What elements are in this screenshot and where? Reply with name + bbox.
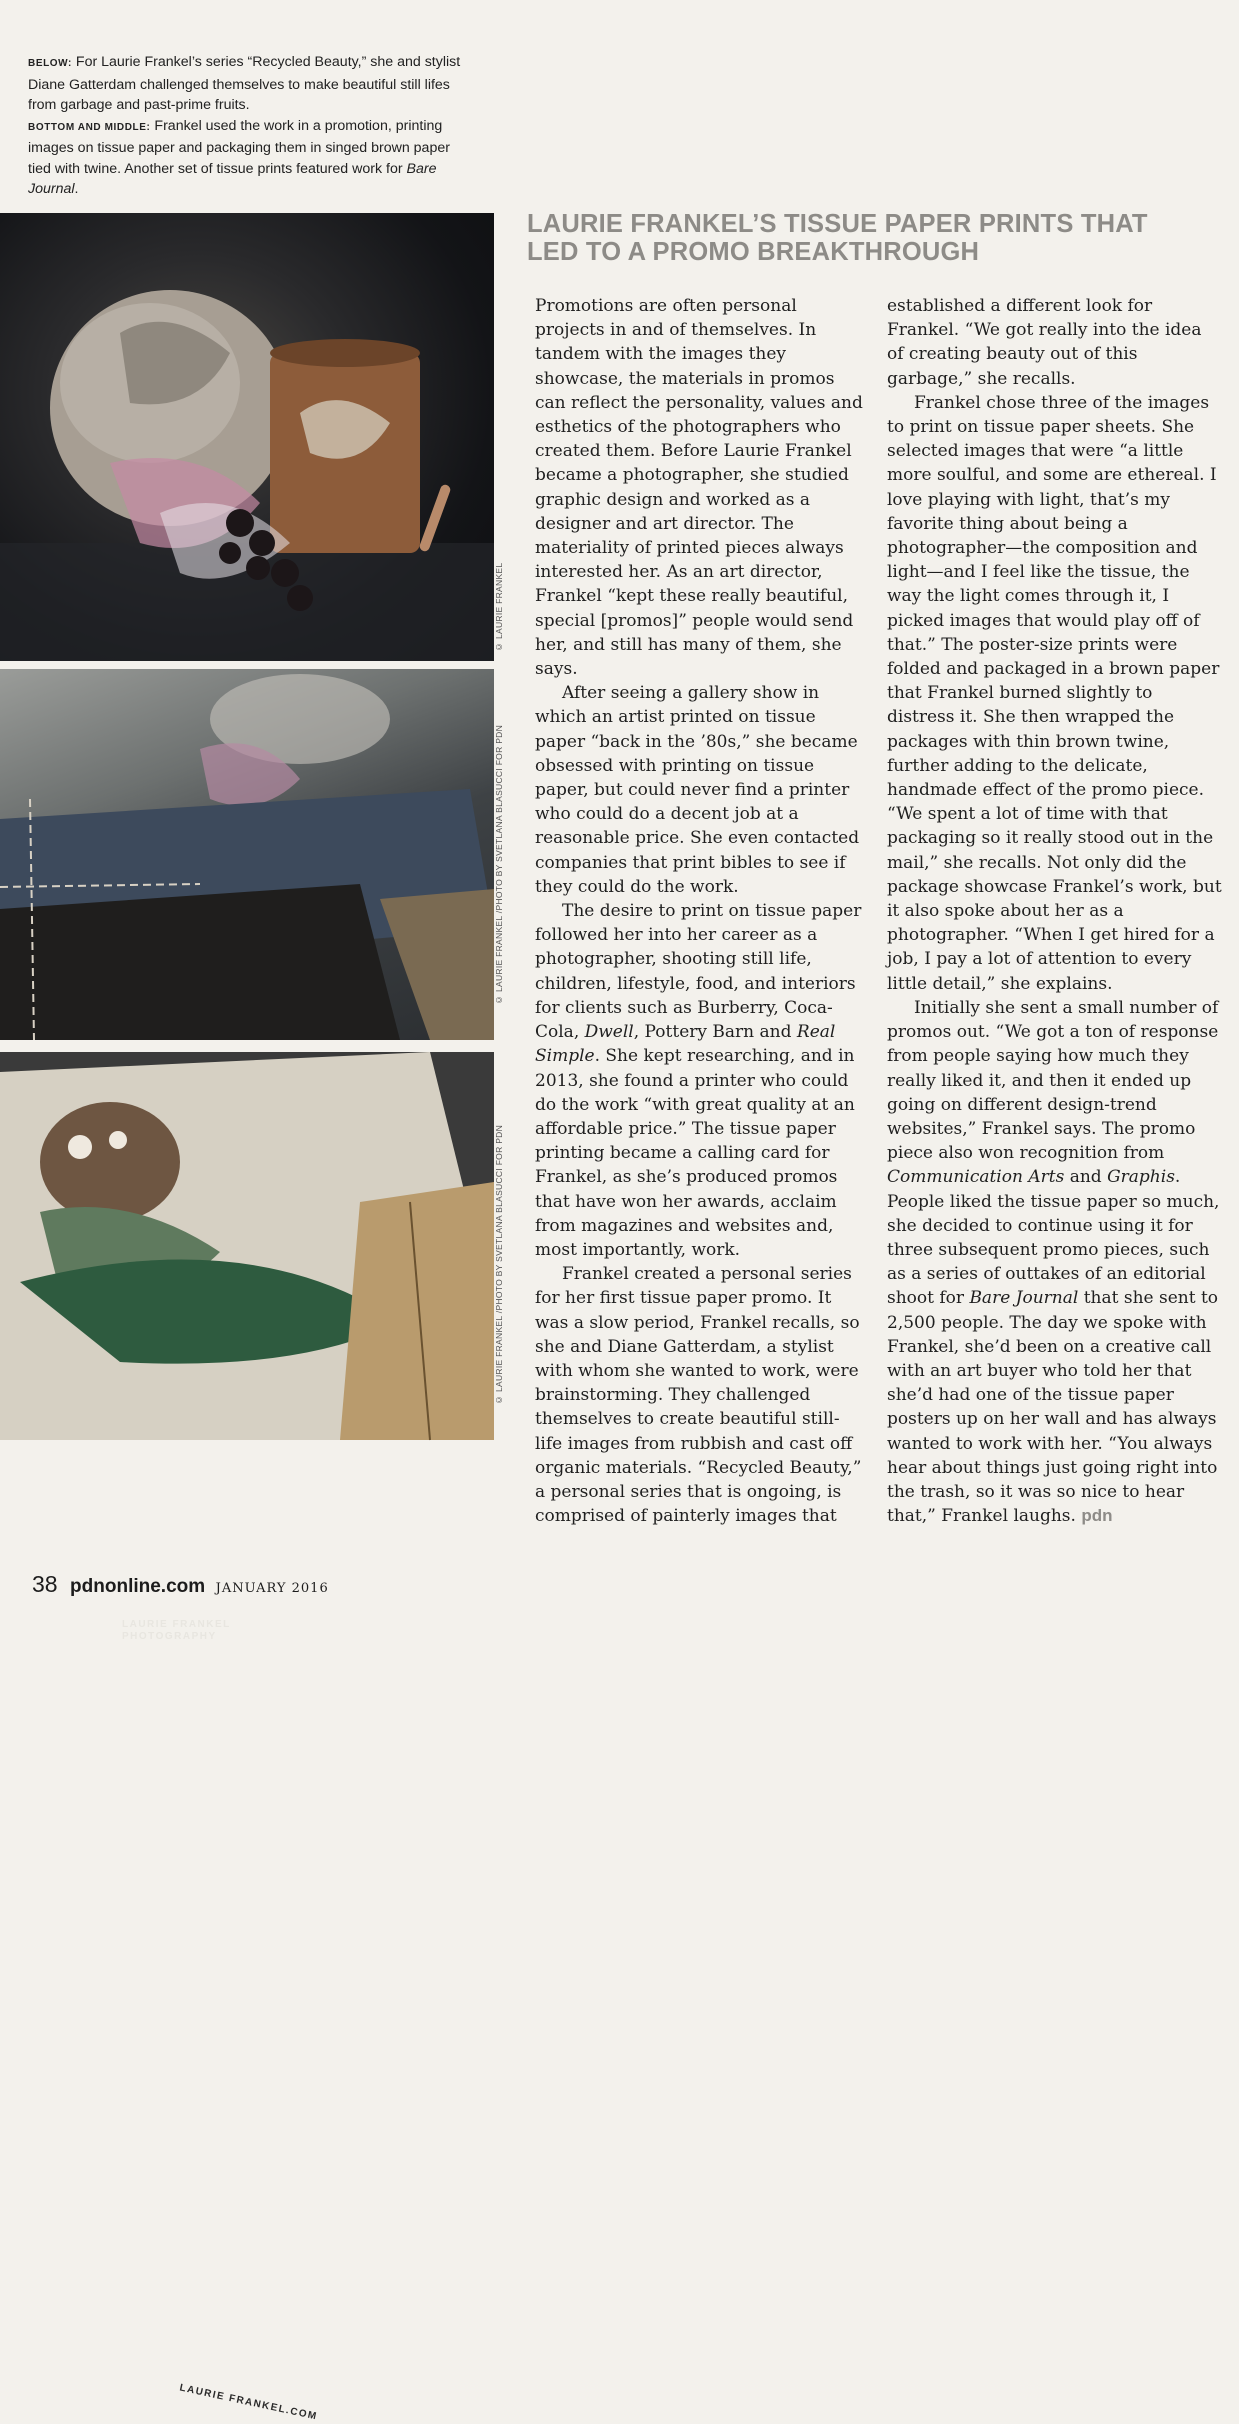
article-column-2 xyxy=(887,294,1222,1528)
article-column-1 xyxy=(535,294,865,1528)
paragraph: After seeing a gallery show in which an artist printed on tissue paper “back in the ’80s,” she became obsessed with printing on tissue paper, but could never find a printer who could do a decent job at a reasonable price. She even contacted companies that print bibles to see if they could do the work. xyxy=(535,683,860,897)
graphis-title: Graphis xyxy=(1107,1167,1175,1188)
photo-credit-2: © LAURIE FRANKEL /PHOTO BY SVETLANA BLASUCCI FOR PDN xyxy=(494,725,504,1006)
photo-caption xyxy=(28,52,468,200)
caption-bottom-lead: BOTTOM AND MIDDLE: xyxy=(28,121,151,133)
text-run: . She kept researching, and in 2013, she found a printer who could do the work “with great quality at an affordable price.” The tissue paper printing became a calling card for Frankel, as she’s produced promos that have won her awards, acclaim from magazines and websites and, most importantly, work. xyxy=(535,1046,855,1260)
text-run: and xyxy=(1064,1167,1108,1188)
caption-below-text: For Laurie Frankel’s series “Recycled Beauty,” she and stylist Diane Gatterdam challenged themselves to make beautiful still lifes from garbage and past-prime fruits. xyxy=(28,54,461,113)
text-run: that she sent to 2,500 people. The day we spoke with Frankel, she’d been on a creative call with an art buyer who told her that she’d had one of the tissue paper posters up on her wall and has always wanted to work with her. “You always hear about things just going right into the trash, so it was so nice to hear that,” Frankel laughs. xyxy=(887,1288,1219,1527)
caption-bare-journal: Bare Journal xyxy=(28,160,437,197)
promo-package-illustration xyxy=(0,669,494,1040)
caption-below-lead: BELOW: xyxy=(28,58,72,69)
photo-credit-1: © LAURIE FRANKEL xyxy=(494,563,504,653)
paragraph: Frankel created a personal series for her first tissue paper promo. It was a slow period, Frankel recalls, so she and Diane Gatterdam, a stylist with whom she wanted to work, were brainstorming. They challenged themselves to create beautiful still-life images from rubbish and cast off organic materials. “Recycled Beauty,” a personal series that is ongoing, is comprised of painterly images that xyxy=(535,1264,862,1527)
page-footer xyxy=(32,1571,329,1598)
text-run: Initially she sent a small number of promos out. “We got a ton of response from people saying how much they really liked it, and then it ended up going on different design-trend websites,” Frankel says. The promo piece also won recognition from xyxy=(887,997,1219,1164)
text-run: . People liked the tissue paper so much, she decided to continue using it for three subsequent promo pieces, such as a series of outtakes of an editorial shoot for xyxy=(887,1167,1220,1309)
communication-arts-title: Communication Arts xyxy=(887,1167,1065,1188)
paragraph xyxy=(887,996,1222,1528)
text-run: , Pottery Barn and xyxy=(633,1022,797,1043)
issue-date: JANUARY 2016 xyxy=(215,1581,329,1596)
photo-credit-3: © LAURIE FRANKEL /PHOTO BY SVETLANA BLASUCCI FOR PDN xyxy=(494,1125,504,1406)
still-life-illustration xyxy=(0,213,494,661)
still-life-photo xyxy=(0,213,494,661)
site-name: pdnonline.com xyxy=(70,1576,206,1597)
print-label: LAURIE FRANKEL.COM xyxy=(178,2382,319,2423)
pdn-end-mark-icon: pdn xyxy=(1081,1506,1113,1526)
caption-end: . xyxy=(74,181,79,197)
tissue-print-illustration xyxy=(0,1052,494,1440)
dwell-title: Dwell xyxy=(584,1022,634,1043)
real-simple-title: Real Simple xyxy=(535,1022,836,1067)
paragraph: Frankel chose three of the images to print on tissue paper sheets. She selected images that were “a little more soulful, and some are ethereal. I love playing with light, that’s my favorite thing about being a photographer—the composition and light—and I feel like the tissue, the way the light comes through it, I picked images that would play off of that.” The poster-size prints were folded and packaged in a brown paper that Frankel burned slightly to distress it. She then wrapped the packages with thin brown twine, further adding to the delicate, handmade effect of the promo piece. “We spent a lot of time with that packaging so it really stood out in the mail,” she recalls. Not only did the package showcase Frankel’s work, but it also spoke about her as a photographer. “When I get hired for a job, I pay a lot of attention to every little detail,” she explains. xyxy=(887,392,1222,994)
caption-bottom-text: Frankel used the work in a promotion, printing images on tissue paper and packaging them in singed brown paper tied with twine. Another set of tissue prints featured work for xyxy=(28,117,450,177)
page-number: 38 xyxy=(32,1571,58,1597)
bare-journal-title: Bare Journal xyxy=(969,1288,1079,1309)
paragraph: established a different look for Frankel. “We got really into the idea of creating beauty out of this garbage,” she recalls. xyxy=(887,296,1202,389)
article-headline: LAURIE FRANKEL’S TISSUE PAPER PRINTS THAT LED TO A PROMO BREAKTHROUGH xyxy=(527,210,1148,266)
paragraph xyxy=(535,899,865,1262)
package-label: LAURIE FRANKEL PHOTOGRAPHY xyxy=(122,1619,231,1642)
paragraph: Promotions are often personal projects in and of themselves. In tandem with the images they showcase, the materials in promos can reflect the personality, values and esthetics of the photographers who created them. Before Laurie Frankel became a photographer, she studied graphic design and worked as a designer and art director. The materiality of printed pieces always interested her. As an art director, Frankel “kept these really beautiful, special [promos]” people would send her, and still has many of them, she says. xyxy=(535,296,863,680)
text-run: The desire to print on tissue paper followed her into her career as a photographer, shooting still life, children, lifestyle, food, and interiors for clients such as Burberry, Coca-Cola, xyxy=(535,901,862,1043)
